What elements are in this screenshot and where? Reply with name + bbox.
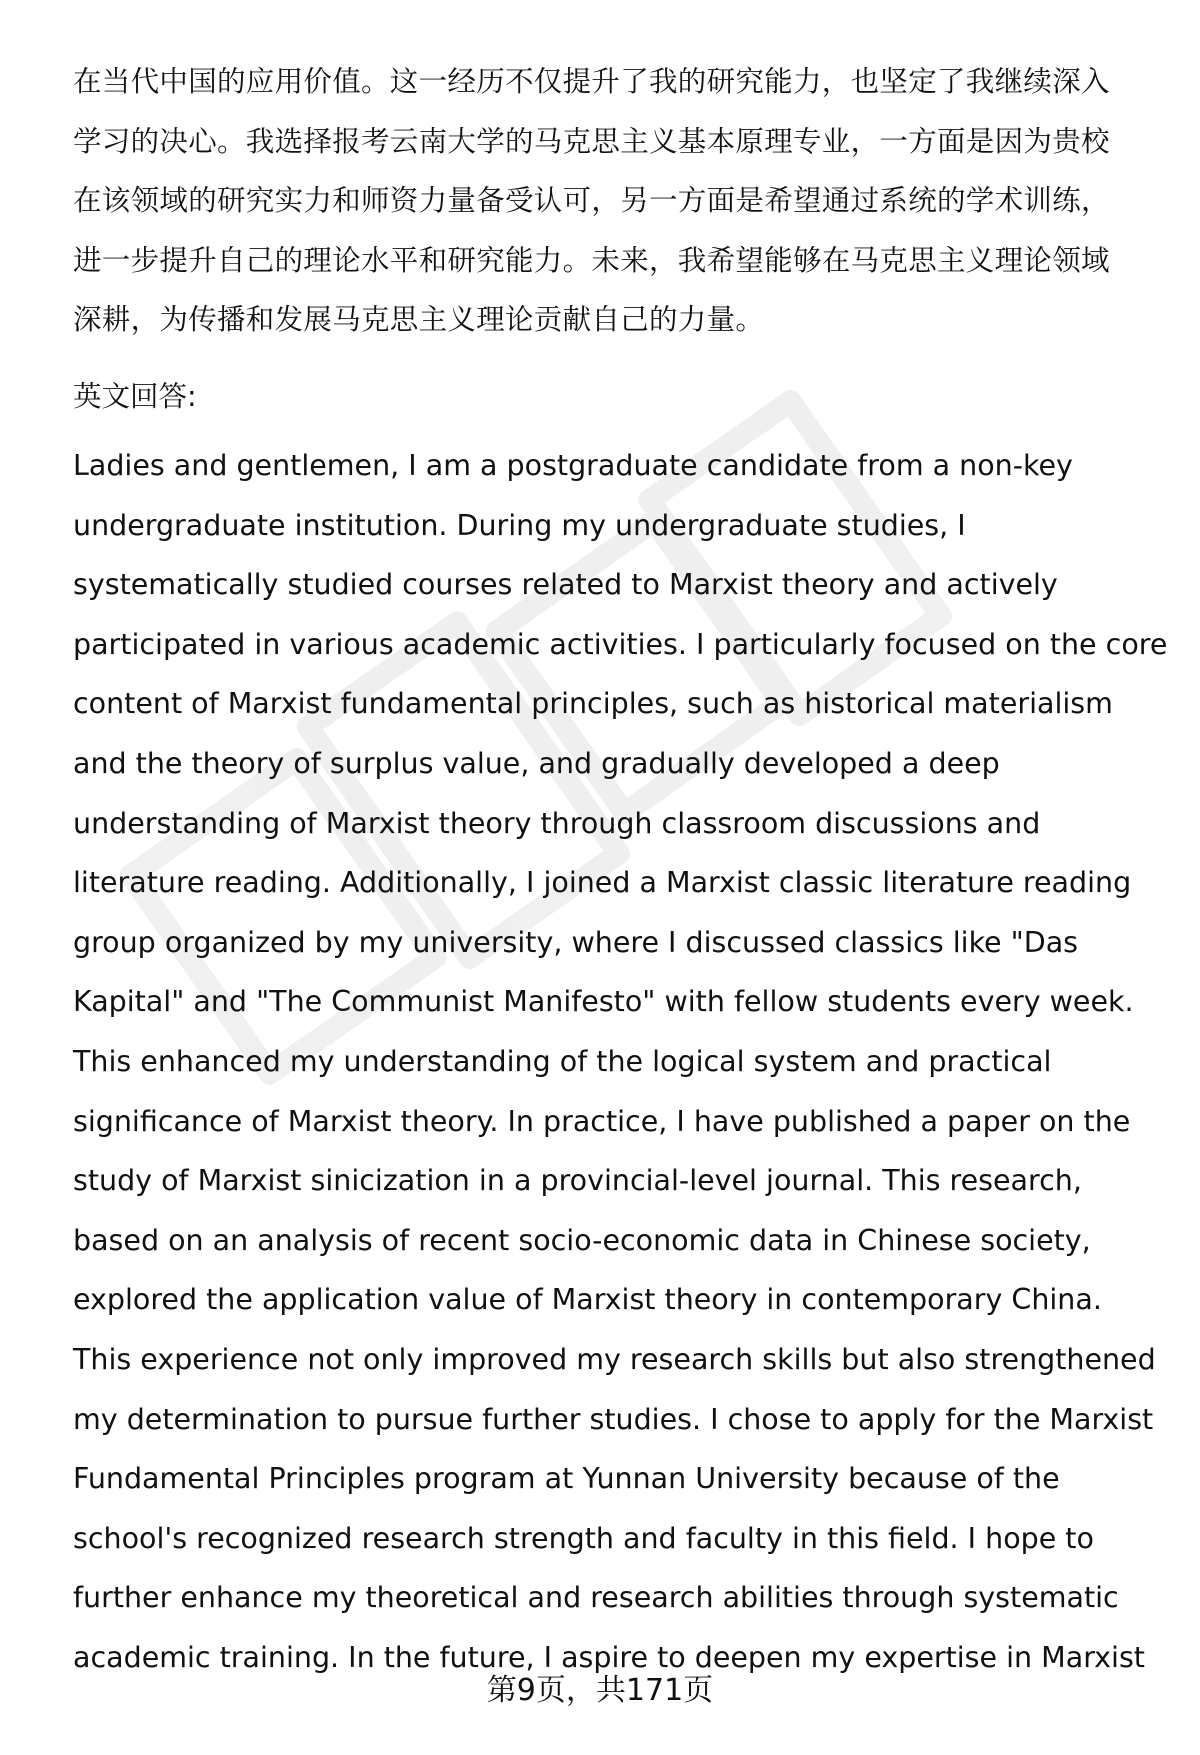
english-line: group organized by my university, where I discussed classics like "Das: [73, 925, 1079, 959]
english-line: literature reading. Additionally, I joined a Marxist classic literature reading: [73, 866, 1132, 900]
english-line: understanding of Marxist theory through classroom discussions and: [73, 806, 1041, 840]
english-line: Kapital" and "The Communist Manifesto" with fellow students every week.: [73, 985, 1134, 1019]
chinese-line: 在该领域的研究实力和师资力量备受认可，另一方面是希望通过系统的学术训练，: [73, 184, 1110, 217]
english-line: based on an analysis of recent socio-economic data in Chinese society,: [73, 1223, 1091, 1257]
english-line: Ladies and gentlemen, I am a postgraduate candidate from a non-key: [73, 449, 1073, 482]
english-line: content of Marxist fundamental principles, such as historical materialism: [73, 687, 1113, 721]
chinese-line: 学习的决心。我选择报考云南大学的马克思主义基本原理专业，一方面是因为贵校: [73, 124, 1110, 158]
page-number: 第9页，共171页: [486, 1673, 714, 1708]
chinese-line: 进一步提升自己的理论水平和研究能力。未来，我希望能够在马克思主义理论领域: [73, 243, 1110, 277]
english-line: This experience not only improved my research skills but also strengthened: [73, 1342, 1156, 1376]
english-line: academic training. In the future, I aspire to deepen my expertise in Marxist: [73, 1640, 1145, 1674]
chinese-line: 在当代中国的应用价值。这一经历不仅提升了我的研究能力，也坚定了我继续深入: [73, 65, 1110, 98]
english-line: This enhanced my understanding of the logical system and practical: [73, 1044, 1052, 1078]
chinese-paragraph: [73, 52, 1153, 350]
english-answer-heading: 英文回答:: [73, 380, 197, 413]
english-line: school's recognized research strength and faculty in this field. I hope to: [73, 1521, 1094, 1555]
english-line: and the theory of surplus value, and gradually developed a deep: [73, 746, 1000, 780]
english-line: systematically studied courses related to Marxist theory and actively: [73, 568, 1058, 602]
english-line: significance of Marxist theory. In practice, I have published a paper on the: [73, 1104, 1131, 1138]
english-paragraph: [73, 436, 1168, 1687]
english-line: explored the application value of Marxist theory in contemporary China.: [73, 1283, 1102, 1317]
english-line: my determination to pursue further studies. I chose to apply for the Marxist: [73, 1402, 1154, 1436]
english-line: Fundamental Principles program at Yunnan University because of the: [73, 1462, 1060, 1496]
english-line: undergraduate institution. During my undergraduate studies, I: [73, 508, 966, 542]
english-line: participated in various academic activities. I particularly focused on the core: [73, 627, 1168, 661]
english-line: further enhance my theoretical and research abilities through systematic: [73, 1581, 1119, 1615]
english-line: study of Marxist sinicization in a provincial-level journal. This research,: [73, 1164, 1082, 1198]
chinese-line: 深耕，为传播和发展马克思主义理论贡献自己的力量。: [73, 303, 765, 336]
